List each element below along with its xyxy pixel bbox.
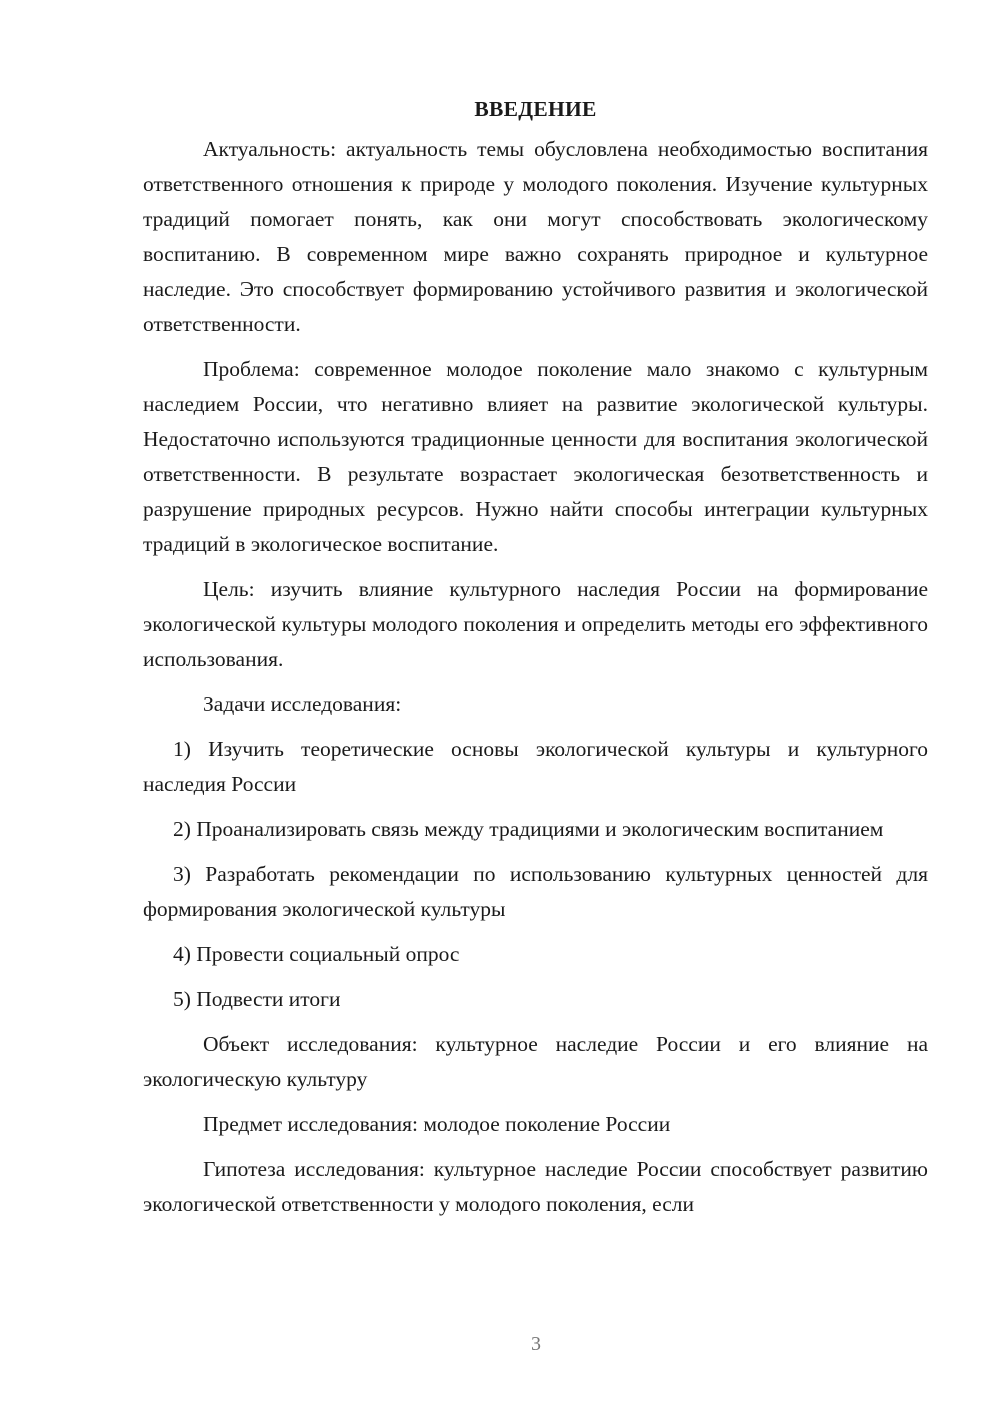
document-page [143,92,928,1232]
page-number: 3 [531,1333,541,1355]
task-item-5: 5) Подвести итоги [173,987,341,1011]
task-item-2: 2) Проанализировать связь между традициями и экологическим воспитанием [173,817,884,841]
paragraph-hypothesis: Гипотеза исследования: культурное наследие России способствует развитию экологической ответственности у молодого поколения, если [143,1157,928,1216]
task-item-3: 3) Разработать рекомендации по использованию культурных ценностей для формирования экологической культуры [143,862,928,921]
paragraph-problem: Проблема: современное молодое поколение мало знакомо с культурным наследием России, что негативно влияет на развитие экологической культуры. Недостаточно используются традиционные ценности для воспитания экологической ответственности. В результате возрастает экологическая безответственность и разрушение природных ресурсов. Нужно найти способы интеграции культурных традиций в экологическое воспитание. [143,357,928,556]
paragraph-subject: Предмет исследования: молодое поколение России [203,1112,671,1136]
paragraph-goal: Цель: изучить влияние культурного наследия России на формирование экологической культуры молодого поколения и определить методы его эффективного использования. [143,577,928,671]
tasks-title: Задачи исследования: [203,692,402,716]
paragraph-relevance: Актуальность: актуальность темы обусловлена необходимостью воспитания ответственного отношения к природе у молодого поколения. Изучение культурных традиций помогает понять, как они могут способствовать экологическому воспитанию. В современном мире важно сохранять природное и культурное наследие. Это способствует формированию устойчивого развития и экологической ответственности. [143,137,928,336]
task-item-1: 1) Изучить теоретические основы экологической культуры и культурного наследия России [143,737,928,796]
paragraph-object: Объект исследования: культурное наследие России и его влияние на экологическую культуру [143,1032,928,1091]
task-item-4: 4) Провести социальный опрос [173,942,460,966]
page-title: ВВЕДЕНИЕ [474,97,597,121]
